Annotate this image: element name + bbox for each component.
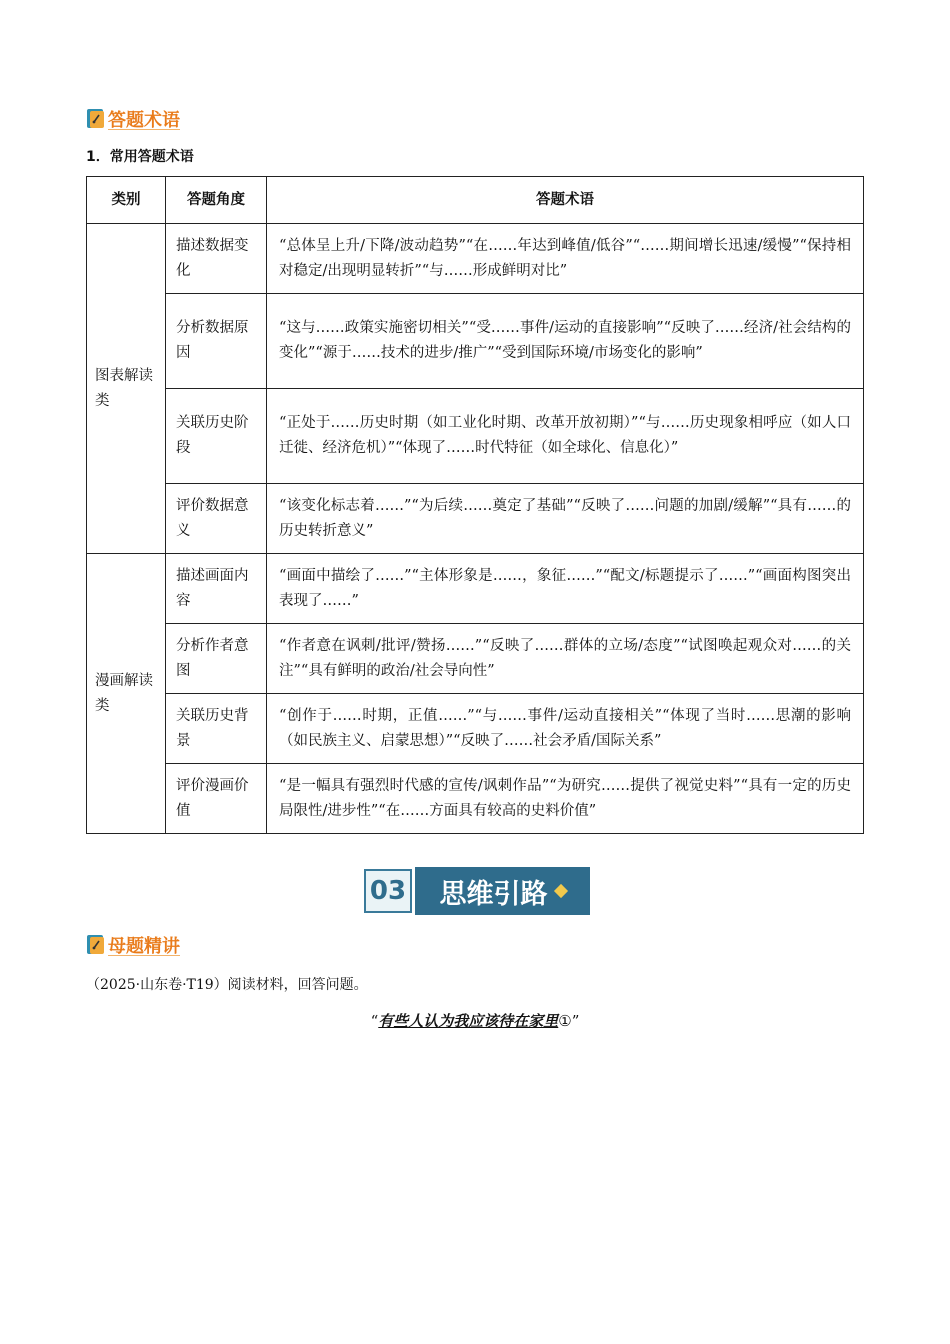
phrases-cell: “画面中描绘了……”“主体形象是……，象征……”“配文/标题提示了……”“画面构图突出表现了……”: [267, 554, 864, 624]
footnote-marker: ①”: [558, 1012, 580, 1030]
header-phrases: 答题术语: [267, 177, 864, 224]
section-title: 答题术语: [108, 110, 180, 131]
category-cell: 图表解读类: [87, 224, 166, 554]
table-row: [87, 764, 864, 834]
phrases-cell: “总体呈上升/下降/波动趋势”“在……年达到峰值/低谷”“……期间增长迅速/缓慢”“保持相对稳定/出现明显转折”“与……形成鲜明对比”: [267, 224, 864, 294]
material-title: [0, 1010, 950, 1031]
angle-cell: 分析数据原因: [166, 294, 267, 389]
subheading: 1．常用答题术语: [86, 149, 194, 165]
table-header-row: [87, 177, 864, 224]
question-source: （2025·山东卷·T19）阅读材料，回答问题。: [86, 977, 368, 993]
open-quote: “: [370, 1012, 379, 1030]
category-cell: 漫画解读类: [87, 554, 166, 834]
angle-cell: 描述数据变化: [166, 224, 267, 294]
section-banner: [364, 867, 590, 915]
angle-cell: 评价漫画价值: [166, 764, 267, 834]
table-row: [87, 624, 864, 694]
angle-cell: 描述画面内容: [166, 554, 267, 624]
table-row: [87, 554, 864, 624]
table-row: [87, 389, 864, 484]
header-angle: 答题角度: [166, 177, 267, 224]
angle-cell: 分析作者意图: [166, 624, 267, 694]
phrases-cell: “是一幅具有强烈时代感的宣传/讽刺作品”“为研究……提供了视觉史料”“具有一定的历史局限性/进步性”“在……方面具有较高的史料价值”: [267, 764, 864, 834]
section-heading-answer-terms: [86, 106, 180, 132]
section-heading-mother-problem: [86, 932, 180, 958]
phrases-cell: “创作于……时期，正值……”“与……事件/运动直接相关”“体现了当时……思潮的影响（如民族主义、启蒙思想）”“反映了……社会矛盾/国际关系”: [267, 694, 864, 764]
phrases-cell: “该变化标志着……”“为后续……奠定了基础”“反映了……问题的加剧/缓解”“具有……的历史转折意义”: [267, 484, 864, 554]
diamond-icon: [553, 884, 567, 898]
phrases-cell: “这与……政策实施密切相关”“受……事件/运动的直接影响”“反映了……经济/社会结构的变化”“源于……技术的进步/推广”“受到国际环境/市场变化的影响”: [267, 294, 864, 389]
phrases-cell: “正处于……历史时期（如工业化时期、改革开放初期）”“与……历史现象相呼应（如人口迁徙、经济危机）”“体现了……时代特征（如全球化、信息化）”: [267, 389, 864, 484]
banner-label-box: [415, 867, 590, 915]
header-category: 类别: [87, 177, 166, 224]
notebook-icon: [86, 934, 106, 956]
table-row: [87, 294, 864, 389]
table-row: [87, 484, 864, 554]
table-row: [87, 224, 864, 294]
banner-number: 03: [364, 869, 412, 913]
answer-terms-table: [86, 176, 864, 834]
banner-label: 思维引路: [439, 878, 548, 910]
section-title: 母题精讲: [108, 936, 180, 957]
material-title-text: 有些人认为我应该待在家里: [378, 1012, 559, 1030]
phrases-cell: “作者意在讽刺/批评/赞扬……”“反映了……群体的立场/态度”“试图唤起观众对……的关注”“具有鲜明的政治/社会导向性”: [267, 624, 864, 694]
angle-cell: 关联历史背景: [166, 694, 267, 764]
table-row: [87, 694, 864, 764]
notebook-icon: [86, 108, 106, 130]
angle-cell: 评价数据意义: [166, 484, 267, 554]
angle-cell: 关联历史阶段: [166, 389, 267, 484]
